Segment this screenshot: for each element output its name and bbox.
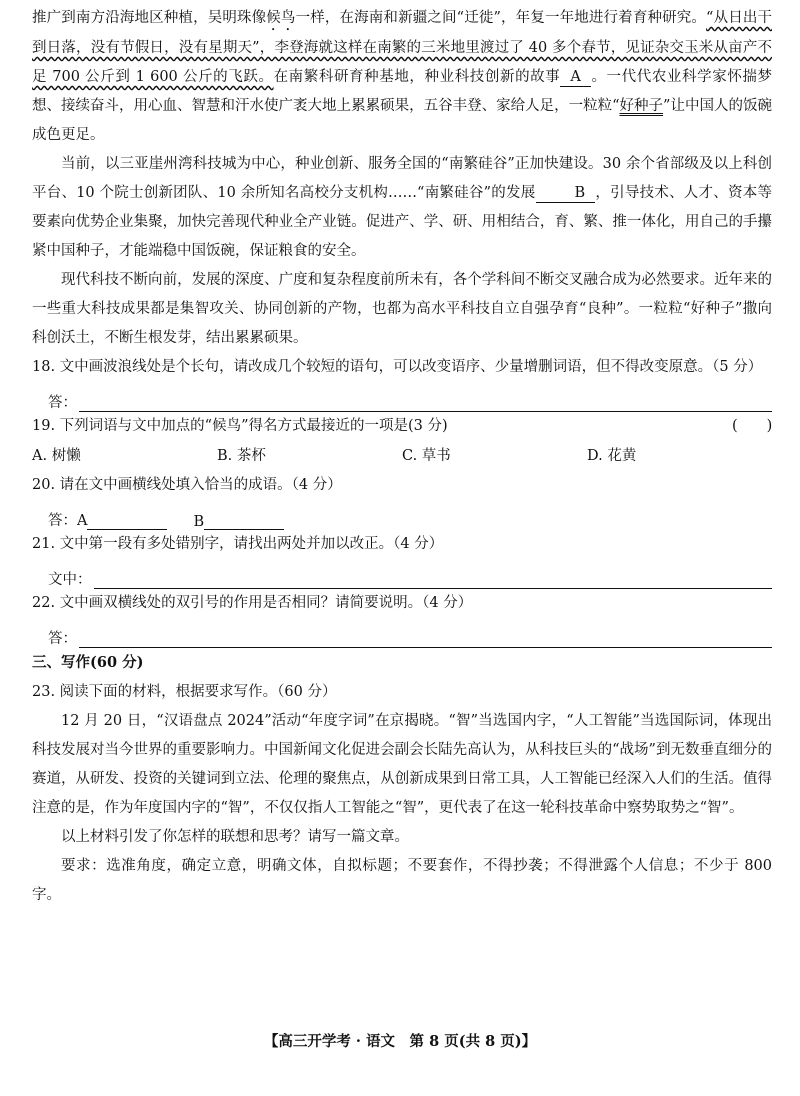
blank-a: A	[560, 68, 590, 87]
answer-line-20: 答：A B	[32, 500, 772, 530]
passage-paragraph-3: 现代科技不断向前，发展的深度、广度和复杂程度前所未有，各个学科间不断交叉融合成为必然要求。近年来的一些重大科技成果都是集智攻关、协同创新的产物，也都为高水平科技自立自强孕育“良种”。一粒粒“好种子”撒向科创沃土，不断生根发芽，结出累累硕果。	[32, 272, 772, 346]
answer-line-22[interactable]: 答：	[32, 618, 772, 648]
question-23: 23. 阅读下面的材料，根据要求写作。（60 分）	[32, 684, 337, 700]
option-a[interactable]: A. 树懒	[32, 448, 81, 464]
writing-requirements: 要求：选准角度，确定立意，明确文体，自拟标题；不要套作，不得抄袭；不得泄露个人信息；不少于 800 字。	[32, 858, 772, 903]
exam-page	[32, 4, 772, 910]
dotted-word: 候鸟	[266, 10, 296, 26]
wavy-underlined-sentence: “从日出干到日落，没有节假日，没有星期天”，李登海就这样在南繁的三米地里渡过了 40 多个春节，见证杂交玉米从亩产不足 700 公斤到 1 600 公斤的飞跃。	[32, 10, 773, 85]
blank-b: B	[536, 184, 596, 203]
writing-prompt: 以上材料引发了你怎样的联想和思考？请写一篇文章。	[61, 829, 409, 845]
option-c[interactable]: C. 草书	[402, 448, 451, 464]
question-20: 20. 请在文中画横线处填入恰当的成语。（4 分）	[32, 477, 342, 493]
question-18: 18. 文中画波浪线处是个长句，请改成几个较短的语句，可以改变语序、少量增删词语，但不得改变原意。（5 分）	[32, 359, 763, 375]
answer-blank-a[interactable]	[87, 513, 167, 530]
option-b[interactable]: B. 茶杯	[217, 448, 266, 464]
answer-parentheses[interactable]: ( )	[732, 418, 773, 434]
passage-paragraph-2: 当前，以三亚崖州湾科技城为中心，种业创新、服务全国的“南繁硅谷”正加快建设。30 余个省部级及以上科创平台、10 个院士创新团队、10 余所知名高校分支机构……“南繁硅谷”的发展 B ，引导技术、人才、资本等要素向优势企业集聚，加快完善现代种业全产业链。促进产、学、研、用相结合，育、繁、推一体化，用自己的手攥紧中国种子，才能端稳中国饭碗，保证粮食的安全。	[32, 156, 772, 259]
question-19: 19. 下列词语与文中加点的“候鸟”得名方式最接近的一项是(3 分) ( )	[32, 412, 772, 441]
writing-material: 12 月 20 日，“汉语盘点 2024”活动“年度字词”在京揭晓。“智”当选国内字，“人工智能”当选国际词，体现出科技发展对当今世界的重要影响力。中国新闻文化促进会副会长陆先高认为，从科技巨头的“战场”到无数垂直细分的赛道，从研发、投资的关键词到立法、伦理的聚焦点，从创新成果到日常工具，人工智能已经深入人们的生活。值得注意的是，作为年度国内字的“智”，不仅仅指人工智能之“智”，更代表了在这一轮科技革命中察势取势之“智”。	[32, 713, 772, 816]
question-21: 21. 文中第一段有多处错别字，请找出两处并加以改正。（4 分）	[32, 536, 444, 552]
answer-blank-b[interactable]	[204, 513, 284, 530]
question-22: 22. 文中画双横线处的双引号的作用是否相同？请简要说明。（4 分）	[32, 595, 473, 611]
passage-paragraph-1: 推广到南方沿海地区种植，吴明珠像候鸟一样，在海南和新疆之间“迁徙”，年复一年地进行着育种研究。“从日出干到日落，没有节假日，没有星期天”，李登海就这样在南繁的三米地里渡过了 40 多个春节，见证杂交玉米从亩产不足 700 公斤到 1 600 公斤的飞跃。在南繁科研育种基地，种业科技创新的故事 A 。一代代农业科学家怀揣梦想、接续奋斗，用心血、智慧和汗水使广袤大地上累累硕果，五谷丰登、家给人足，一粒粒“好种子”让中国人的饭碗成色更足。	[32, 10, 773, 143]
writing-section-title: 三、写作(60 分)	[32, 654, 144, 671]
answer-line-18[interactable]: 答：	[32, 382, 772, 412]
question-19-options	[32, 441, 772, 471]
answer-line-21[interactable]: 文中：	[32, 559, 772, 589]
page-footer: 【高三开学考 · 语文 第 8 页(共 8 页)】	[263, 1033, 537, 1050]
option-d[interactable]: D. 花黄	[587, 448, 637, 464]
double-underlined-word: 好种子	[619, 98, 664, 114]
